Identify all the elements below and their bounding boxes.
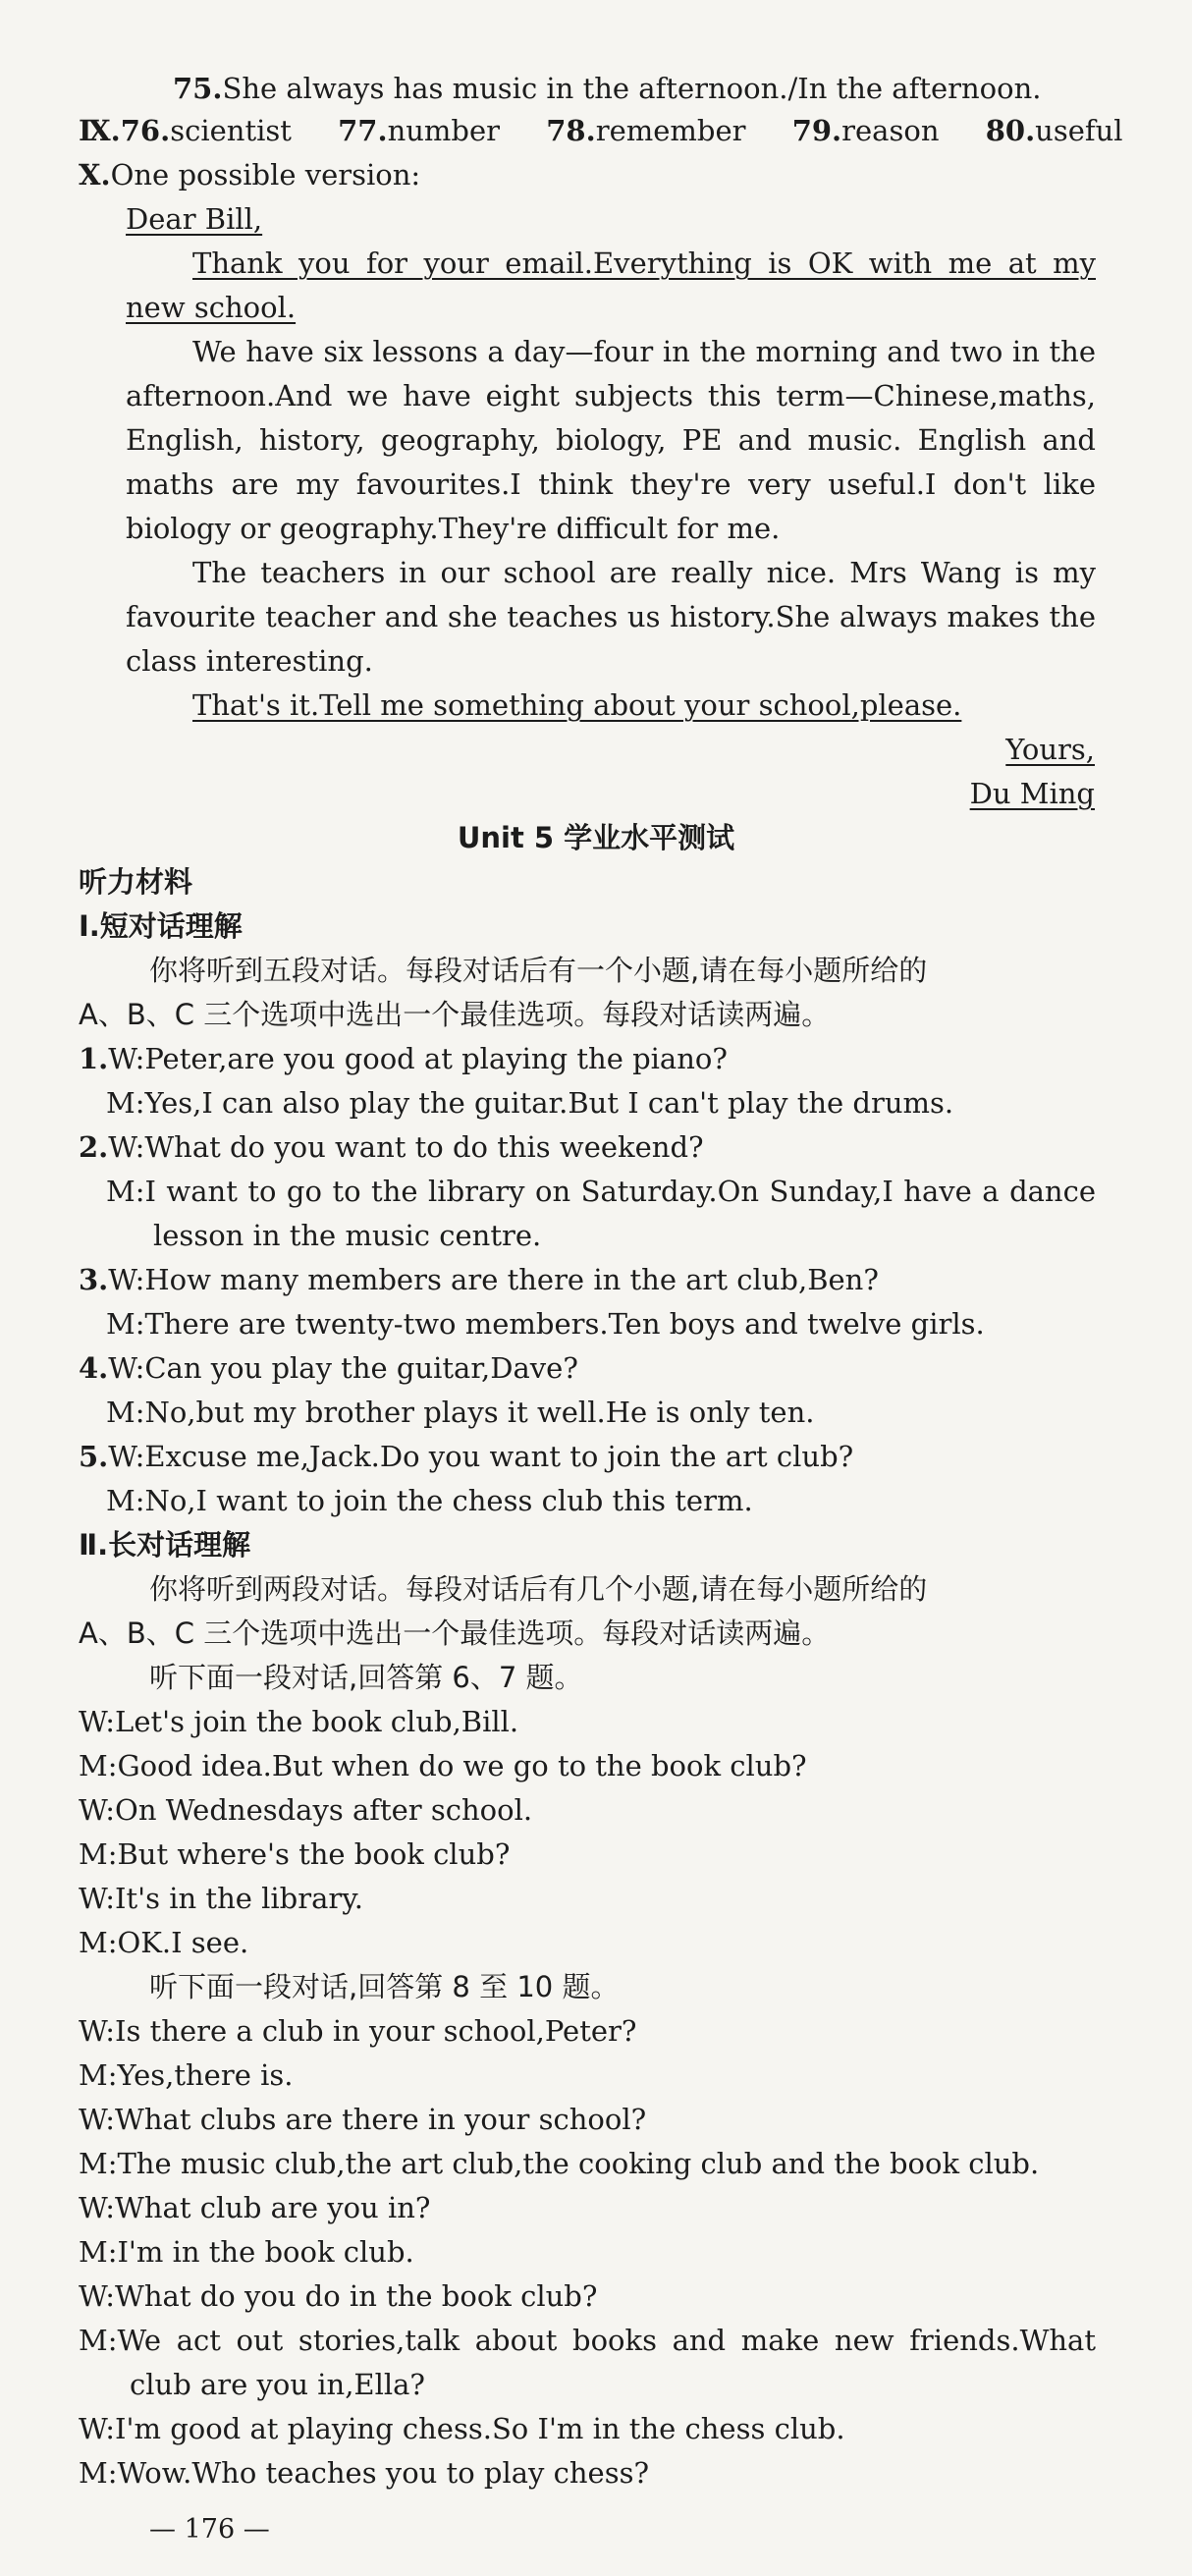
dialogue-5-man: M:No,I want to join the chess club this term.: [106, 1484, 753, 1517]
dialogue-5-woman: [79, 1439, 853, 1474]
part-2-intro-line-1: 你将听到两段对话。每段对话后有几个小题,请在每小题所给的: [149, 1572, 928, 1606]
letter-paragraph-2-line: English, history, geography, biology, PE and music. English and: [126, 423, 1096, 457]
dialogue-line: W:What do you want to do this weekend?: [108, 1130, 704, 1164]
answer-number: 77.: [338, 114, 388, 147]
long-dialogue-2-line: M:I'm in the book club.: [79, 2235, 414, 2269]
dialogue-2-woman: [79, 1129, 704, 1165]
letter-closing: Yours,: [1005, 733, 1095, 766]
long-dialogue-2-line: M:We act out stories,talk about books and make new friends.What: [79, 2324, 1096, 2357]
letter-greeting: Dear Bill,: [126, 202, 263, 236]
letter-paragraph-3-line: class interesting.: [126, 644, 373, 678]
dialogue-line: W:Can you play the guitar,Dave?: [108, 1351, 578, 1385]
letter-paragraph-1-line-1: Thank you for your email.Everything is OK with me at my: [192, 247, 1096, 280]
long-dialogue-2-line: M:Wow.Who teaches you to play chess?: [79, 2456, 650, 2490]
answer-word: reason: [841, 114, 940, 147]
listening-heading: 听力材料: [79, 865, 193, 899]
dialogue-8-10-intro: 听下面一段对话,回答第 8 至 10 题。: [149, 1970, 620, 2003]
long-dialogue-1-line: W:Let's join the book club,Bill.: [79, 1705, 519, 1738]
answer-word: useful: [1035, 114, 1123, 147]
letter-paragraph-2-line: We have six lessons a day—four in the morning and two in the: [192, 335, 1096, 368]
long-dialogue-2-line: W:I'm good at playing chess.So I'm in the chess club.: [79, 2412, 845, 2445]
dialogue-number: 4.: [79, 1351, 109, 1385]
page-number: — 176 —: [149, 2514, 270, 2545]
section-label: Ⅸ.: [79, 114, 121, 147]
dialogue-3-man: M:There are twenty-two members.Ten boys and twelve girls.: [106, 1307, 985, 1341]
dialogue-2-man: M:I want to go to the library on Saturday.On Sunday,I have a dance: [106, 1175, 1096, 1208]
answer-number: 75.: [173, 72, 223, 105]
answer-word: scientist: [170, 114, 292, 147]
unit-title: Unit 5 学业水平测试: [457, 821, 735, 854]
long-dialogue-1-line: M:OK.I see.: [79, 1926, 249, 1959]
letter-paragraph-4: That's it.Tell me something about your school,please.: [192, 688, 962, 722]
dialogue-4-woman: [79, 1350, 578, 1386]
section-text: One possible version:: [110, 158, 421, 192]
answer-word: remember: [595, 114, 746, 147]
part-1-intro-line-1: 你将听到五段对话。每段对话后有一个小题,请在每小题所给的: [149, 954, 928, 987]
answer-section-x: [79, 157, 420, 192]
answer-word: number: [387, 114, 501, 147]
answer-number: 76.: [120, 114, 171, 147]
dialogue-6-7-intro: 听下面一段对话,回答第 6、7 题。: [149, 1661, 583, 1694]
long-dialogue-2-line: M:The music club,the art club,the cooking club and the book club.: [79, 2147, 1040, 2180]
dialogue-number: 2.: [79, 1130, 109, 1164]
letter-paragraph-2-line: biology or geography.They're difficult for me.: [126, 512, 781, 545]
letter-signature: Du Ming: [969, 777, 1095, 810]
dialogue-line: W:Excuse me,Jack.Do you want to join the art club?: [108, 1440, 854, 1473]
long-dialogue-1-line: W:It's in the library.: [79, 1882, 363, 1915]
long-dialogue-2-line: W:Is there a club in your school,Peter?: [79, 2014, 637, 2048]
letter-paragraph-3-line: The teachers in our school are really nice. Mrs Wang is my: [192, 556, 1096, 589]
part-1-heading: Ⅰ.短对话理解: [79, 909, 243, 943]
answer-number: 78.: [546, 114, 596, 147]
answer-text: She always has music in the afternoon./In the afternoon.: [222, 72, 1042, 105]
long-dialogue-1-line: M:Good idea.But when do we go to the book club?: [79, 1749, 807, 1782]
answer-75: [173, 71, 1042, 106]
part-2-intro-line-2: A、B、C 三个选项中选出一个最佳选项。每段对话读两遍。: [79, 1617, 831, 1650]
dialogue-2-man-cont: lesson in the music centre.: [153, 1219, 542, 1252]
long-dialogue-1-line: W:On Wednesdays after school.: [79, 1793, 533, 1827]
dialogue-number: 3.: [79, 1263, 109, 1296]
letter-paragraph-2-line: maths are my favourites.I think they're very useful.I don't like: [126, 467, 1096, 501]
dialogue-1-man: M:Yes,I can also play the guitar.But I can't play the drums.: [106, 1086, 954, 1120]
long-dialogue-2-line: M:Yes,there is.: [79, 2058, 294, 2092]
dialogue-line: W:How many members are there in the art club,Ben?: [108, 1263, 879, 1296]
letter-paragraph-3-line: favourite teacher and she teaches us history.She always makes the: [126, 600, 1096, 633]
dialogue-4-man: M:No,but my brother plays it well.He is only ten.: [106, 1396, 815, 1429]
long-dialogue-1-line: M:But where's the book club?: [79, 1837, 511, 1871]
long-dialogue-2-line: W:What club are you in?: [79, 2191, 431, 2224]
dialogue-3-woman: [79, 1262, 879, 1297]
dialogue-1-woman: [79, 1041, 728, 1076]
dialogue-number: 5.: [79, 1440, 109, 1473]
letter-paragraph-1-line-2: new school.: [126, 291, 297, 324]
long-dialogue-2-line: W:What clubs are there in your school?: [79, 2103, 647, 2136]
dialogue-line: W:Peter,are you good at playing the piano?: [108, 1042, 728, 1075]
answer-section-ix: [79, 113, 1123, 148]
long-dialogue-2-line: club are you in,Ella?: [130, 2368, 425, 2401]
letter-paragraph-2-line: afternoon.And we have eight subjects this term—Chinese,maths,: [126, 379, 1096, 412]
part-1-intro-line-2: A、B、C 三个选项中选出一个最佳选项。每段对话读两遍。: [79, 998, 831, 1031]
section-label: Ⅹ.: [79, 158, 111, 192]
answer-number: 80.: [985, 114, 1036, 147]
answer-number: 79.: [791, 114, 842, 147]
long-dialogue-2-line: W:What do you do in the book club?: [79, 2279, 598, 2313]
dialogue-number: 1.: [79, 1042, 109, 1075]
part-2-heading: Ⅱ.长对话理解: [79, 1528, 251, 1562]
